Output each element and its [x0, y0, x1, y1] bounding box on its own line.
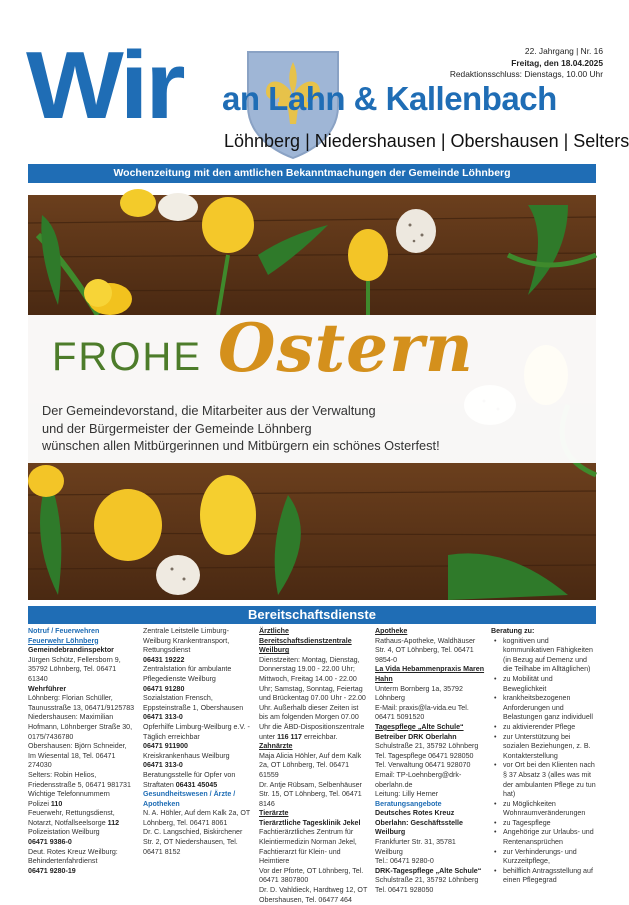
heading: Notruf / Feuerwehren — [28, 627, 100, 635]
text: Leitung: Lilly Herner — [375, 790, 439, 799]
text: Schulstraße 21, 35792 Löhnberg — [375, 742, 479, 751]
text: Tel. 06471 928050 — [375, 886, 434, 895]
list-item: • zu aktivierender Pflege — [491, 723, 596, 733]
text: Email: TP-Loehnberg@drk-oberlahn.de — [375, 770, 462, 789]
column-doctors — [259, 627, 369, 905]
phone: 06471 313-0 — [143, 761, 183, 770]
heading: Ärztliche Bereitschaftsdienstzentrale Weilburg — [259, 627, 352, 655]
text: Jürgen Schütz, Fellersborn 9, 35792 Löhnberg, Tel. 06471 61340 — [28, 655, 121, 683]
text: Löhnberg: Florian Schüller, Taunusstraße 13, 06471/9125783 — [28, 694, 135, 712]
greeting-line: Der Gemeindevorstand, die Mitarbeiter aus der Verwaltung — [42, 403, 376, 418]
text: Polizei 110 — [28, 799, 63, 808]
text: Unterm Bornberg 1a, 35792 Löhnberg — [375, 684, 463, 703]
text: Sozialstation Frensch, Eppsteinstraße 1, Obershausen — [143, 694, 244, 712]
phone: 06471 313-0 — [143, 713, 183, 722]
greeting-line: wünschen allen Mitbürgerinnen und Mitbürgern ein schönes Osterfest! — [42, 438, 440, 453]
list-item: • zur Verhinderungs- und Kurzzeitpflege, — [491, 848, 596, 867]
text: Tel. Verwaltung 06471 928070 — [375, 761, 471, 770]
list-item: • zu Möglichkeiten Wohnraumveränderungen — [491, 800, 596, 819]
text: Tel. Tagespflege 06471 928050 — [375, 751, 474, 760]
heading: La Vida Hebammenpraxis Maren Hahn — [375, 665, 485, 683]
easter-greeting — [42, 402, 502, 455]
text: Niedershausen: Maximilian Hofmann, Löhnberger Straße 30, 0175/7436780 — [28, 713, 133, 741]
heading: Gemeindebrandinspektor — [28, 646, 114, 655]
text: Obershausen: Björn Schneider, Im Wiesental 18, Tel. 06471 274030 — [28, 742, 127, 770]
text: Beratungsstelle für Opfer von Straftaten 06431 45045 — [143, 770, 236, 789]
phone: 06471 9280-19 — [28, 866, 76, 875]
column-services — [143, 627, 253, 857]
heading: Gesundheitswesen / Ärzte / Apotheken — [143, 790, 236, 808]
text: Dienstzeiten: Montag, Dienstag, Donnerstag 19.00 - 22.00 Uhr; Mittwoch, Freitag 14.00 - 22.00 Uhr; Samstag, Sonntag, Feiertag und Brückentag 07.00 Uhr - 22.00 Uhr. Außerhalb dieser Zeiten ist bis am folgenden Morgen 07.00 Uhr die ÄBD-Dispositionszentrale unter 116 117 erreichbar. — [259, 655, 366, 741]
subtitle-band: Wochenzeitung mit den amtlichen Bekanntmachungen der Gemeinde Löhnberg — [28, 164, 596, 183]
text: Polizeistation Weilburg — [28, 828, 100, 837]
heading: Deutsches Rotes Kreuz Oberlahn: Geschäftsstelle Weilburg — [375, 809, 463, 837]
easter-hero — [28, 195, 596, 600]
section-title: Bereitschaftsdienste — [28, 606, 596, 624]
text: Dr. D. Vahldieck, Hardtweg 12, OT Obershausen, Tel. 06477 464 — [259, 886, 368, 904]
phone: 06471 911900 — [143, 742, 188, 751]
text: Rathaus-Apotheke, Waldhäuser Str. 4, OT Löhnberg, Tel. 06471 9854-0 — [375, 636, 476, 664]
heading: Zahnärzte — [259, 742, 293, 751]
heading: Wehrführer — [28, 684, 67, 693]
heading: Tagespflege „Alte Schule“ — [375, 722, 464, 731]
list-item: • krankheitsbezogenen Anforderungen und Belastungen ganz individuell — [491, 694, 596, 723]
list-item: • zu Mobilität und Beweglichkeit — [491, 675, 596, 694]
heading: Tierärztliche Tagesklinik Jekel — [259, 818, 361, 827]
consulting-list — [491, 637, 596, 886]
heading: Betreiber DRK Oberlahn — [375, 732, 457, 741]
masthead-title: an Lahn & Kallenbach — [222, 80, 557, 117]
text: Maja Alicia Höhler, Auf dem Kalk 2a, OT Löhnberg, Tel. 06471 61559 — [259, 751, 362, 779]
phone: 06431 19222 — [143, 655, 185, 664]
text: Dr. C. Langschied, Biskirchener Str. 2, OT Niedershausen, Tel. 06471 8152 — [143, 828, 243, 856]
column-pharmacy — [375, 627, 485, 896]
list-item: • behilflich Antragsstellung auf einen Pflegegrad — [491, 867, 596, 886]
list-item: • kognitiven und kommunikativen Fähigkeiten (in Bezug auf Demenz und die Teilhabe im Alltäglichen) — [491, 637, 596, 675]
list-item: • zu Tagespflege — [491, 819, 596, 829]
issue-deadline: Redaktionsschluss: Dienstags, 10.00 Uhr — [449, 69, 603, 79]
heading: Apotheke — [375, 627, 408, 635]
masthead-subtitle: Löhnberg | Niedershausen | Obershausen | Selters — [224, 131, 629, 151]
text: Selters: Robin Helios, Friedensstraße 5, 06471 981731 — [28, 770, 131, 789]
text: Tel.: 06471 9280-0 — [375, 857, 434, 866]
column-consulting — [491, 627, 596, 886]
issue-info — [450, 46, 603, 81]
masthead-wir: Wir — [26, 32, 183, 139]
heading: DRK-Tagespflege „Alte Schule“ — [375, 866, 482, 875]
frohe-text: FROHE — [52, 335, 202, 379]
heading: Tierärzte — [259, 809, 289, 818]
ostern-text: Ostern — [218, 309, 474, 387]
issue-number: 22. Jahrgang | Nr. 16 — [524, 46, 603, 56]
text: Wichtige Telefonnummern — [28, 790, 110, 799]
phone: 06471 91280 — [143, 684, 185, 693]
text: Schulstraße 21, 35792 Löhnberg — [375, 876, 479, 885]
list-item: • Angehörige zur Urlaubs- und Rentenansprüchen — [491, 828, 596, 847]
text: Frankfurter Str. 31, 35781 Weilburg — [375, 838, 456, 856]
text: N. A. Höhler, Auf dem Kalk 2a, OT Löhnberg, Tel. 06471 8061 — [143, 809, 251, 827]
list-item: • zur Unterstützung bei sozialen Beziehungen, z. B. Kontakterstellung — [491, 733, 596, 762]
text: Zentrale Leitstelle Limburg-Weilburg Krankentransport, Rettungsdienst — [143, 627, 230, 655]
text: Fachtierärztliches Zentrum für Kleintiermedizin Norman Jekel, Fachtierarzt für Klein- und Heimtiere — [259, 828, 357, 866]
heading: Beratungsangebote — [375, 799, 442, 808]
column-emergency — [28, 627, 136, 876]
text: Kreiskrankenhaus Weilburg — [143, 751, 230, 760]
list-item: • vor Ort bei den Klienten nach § 37 Absatz 3 (alles was mit der ambulanten Pflege zu tun hat) — [491, 761, 596, 799]
text: Vor der Pforte, OT Löhnberg, Tel. 06471 3807800 — [259, 866, 364, 885]
issue-date: Freitag, den 18.04.2025 — [511, 57, 603, 68]
phone: 06471 9386-0 — [28, 838, 72, 847]
heading: Beratung zu: — [491, 627, 535, 635]
text: Zentralstation für ambulante Pflegedienste Weilburg — [143, 665, 232, 683]
text: E-Mail: praxis@la-vida.eu Tel. 06471 5091520 — [375, 703, 469, 722]
text: Opferhilfe Limburg-Weilburg e.V. - Täglich erreichbar — [143, 722, 250, 741]
heading: Feuerwehr Löhnberg — [28, 636, 99, 645]
text: Dr. Antje Rübsam, Selbenhäuser Str. 15, OT Löhnberg, Tel. 06471 8146 — [259, 780, 362, 808]
text: Feuerwehr, Rettungsdienst, Notarzt, Notfallseelsorge 112 — [28, 809, 120, 827]
masthead — [0, 0, 629, 162]
text: Deut. Rotes Kreuz Weilburg: Behindertenfahrdienst — [28, 847, 118, 866]
greeting-line: und der Bürgermeister der Gemeinde Löhnberg — [42, 420, 312, 436]
